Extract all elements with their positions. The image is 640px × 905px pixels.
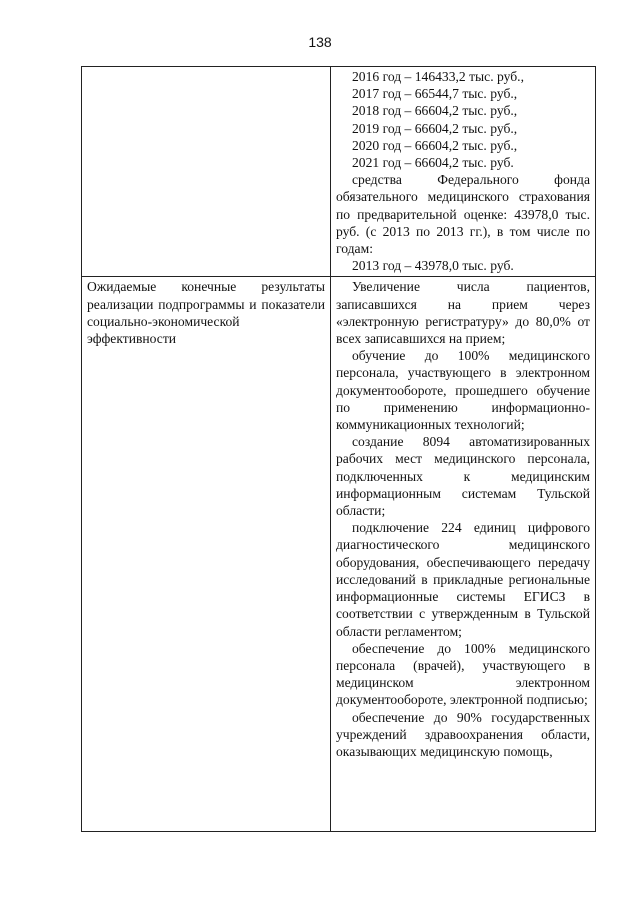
result-item: Увеличение числа пациентов, записавшихся на прием через «электронную регистратуру» до 80,0% от всех записавшихся на прием; (336, 279, 590, 347)
year-2020-line: 2020 год – 66604,2 тыс. руб., (352, 137, 518, 153)
result-item: подключение 224 единиц цифрового диагностического медицинского оборудования, обеспечивающего передачу исследований в прикладные региональные информационные системы ЕГИСЗ в соответствии с утвержденным в Тульской области регламентом; (336, 520, 590, 639)
cell-funding-by-year (331, 67, 596, 277)
cell-left-empty (82, 67, 331, 277)
result-item: создание 8094 автоматизированных рабочих мест медицинского персонала, подключенных к медицинским информационным системам Тульской области; (336, 434, 590, 519)
result-item: обеспечение до 90% государственных учреждений здравоохранения области, оказывающих медицинскую помощь, (336, 709, 590, 759)
cell-results-heading: Ожидаемые конечные результаты реализации подпрограммы и показатели социально-экономической эффективности (82, 277, 331, 832)
year-2017-line: 2017 год – 66544,7 тыс. руб., (352, 86, 518, 102)
cell-results-list (331, 277, 596, 832)
result-item: обеспечение до 100% медицинского персонала (врачей), участвующего в медицинском электронном документообороте, электронной подписью; (336, 640, 590, 708)
page-number: 138 (308, 34, 332, 50)
year-2018-line: 2018 год – 66604,2 тыс. руб., (352, 103, 518, 119)
year-2013-line: 2013 год – 43978,0 тыс. руб. (352, 258, 514, 274)
year-2019-line: 2019 год – 66604,2 тыс. руб., (352, 120, 518, 136)
year-2021-line: 2021 год – 66604,2 тыс. руб. (352, 155, 514, 171)
year-2016-line: 2016 год – 146433,2 тыс. руб., (352, 69, 524, 84)
table-row-funding (82, 67, 596, 277)
result-item: обучение до 100% медицинского персонала, участвующего в электронном документообороте, прошедшего обучение по применению информационно-коммуникационных технологий; (336, 348, 590, 433)
ffoms-funding-paragraph: средства Федерального фонда обязательного медицинского страхования по предварительной оценке: 43978,0 тыс. руб. (с 2013 по 2013 гг.), в том числе по годам: (336, 172, 590, 257)
table-row-results (82, 277, 596, 832)
document-table (81, 66, 596, 832)
